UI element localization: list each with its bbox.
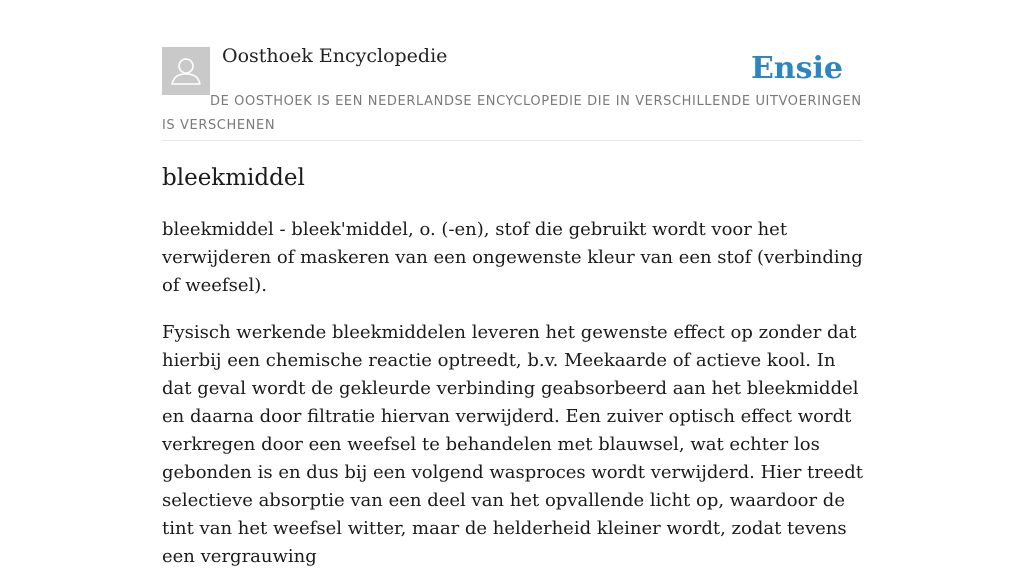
article-title: bleekmiddel	[162, 165, 305, 191]
source-header	[162, 0, 862, 141]
article-paragraph: bleekmiddel - bleek'middel, o. (-en), stof die gebruikt wordt voor het verwijderen of maskeren van een ongewenste kleur van een stof (verbinding of weefsel).	[162, 219, 863, 296]
user-avatar-icon[interactable]	[162, 47, 210, 95]
source-description: DE OOSTHOEK IS EEN NEDERLANDSE ENCYCLOPEDIE DIE IN VERSCHILLENDE UITVOERINGEN IS VERSCHENEN	[162, 94, 862, 133]
article	[162, 160, 867, 571]
article-paragraph: Fysisch werkende bleekmiddelen leveren het gewenste effect op zonder dat hierbij een chemische reactie optreedt, b.v. Meekaarde of actieve kool. In dat geval wordt de gekleurde verbinding geabsorbeerd aan het bleekmiddel en daarna door filtratie hiervan verwijderd. Een zuiver optisch effect wordt verkregen door een weefsel te behandelen met blauwsel, wat echter los gebonden is en dus bij een volgend wasproces wordt verwijderd. Hier treedt selectieve absorptie van een deel van het opvallende licht op, waardoor de tint van het weefsel witter, maar de helderheid kleiner wordt, zodat tevens een vergrauwing	[162, 322, 863, 567]
brand-logo[interactable]: Ensie	[750, 51, 843, 86]
source-title[interactable]: Oosthoek Encyclopedie	[222, 45, 448, 67]
